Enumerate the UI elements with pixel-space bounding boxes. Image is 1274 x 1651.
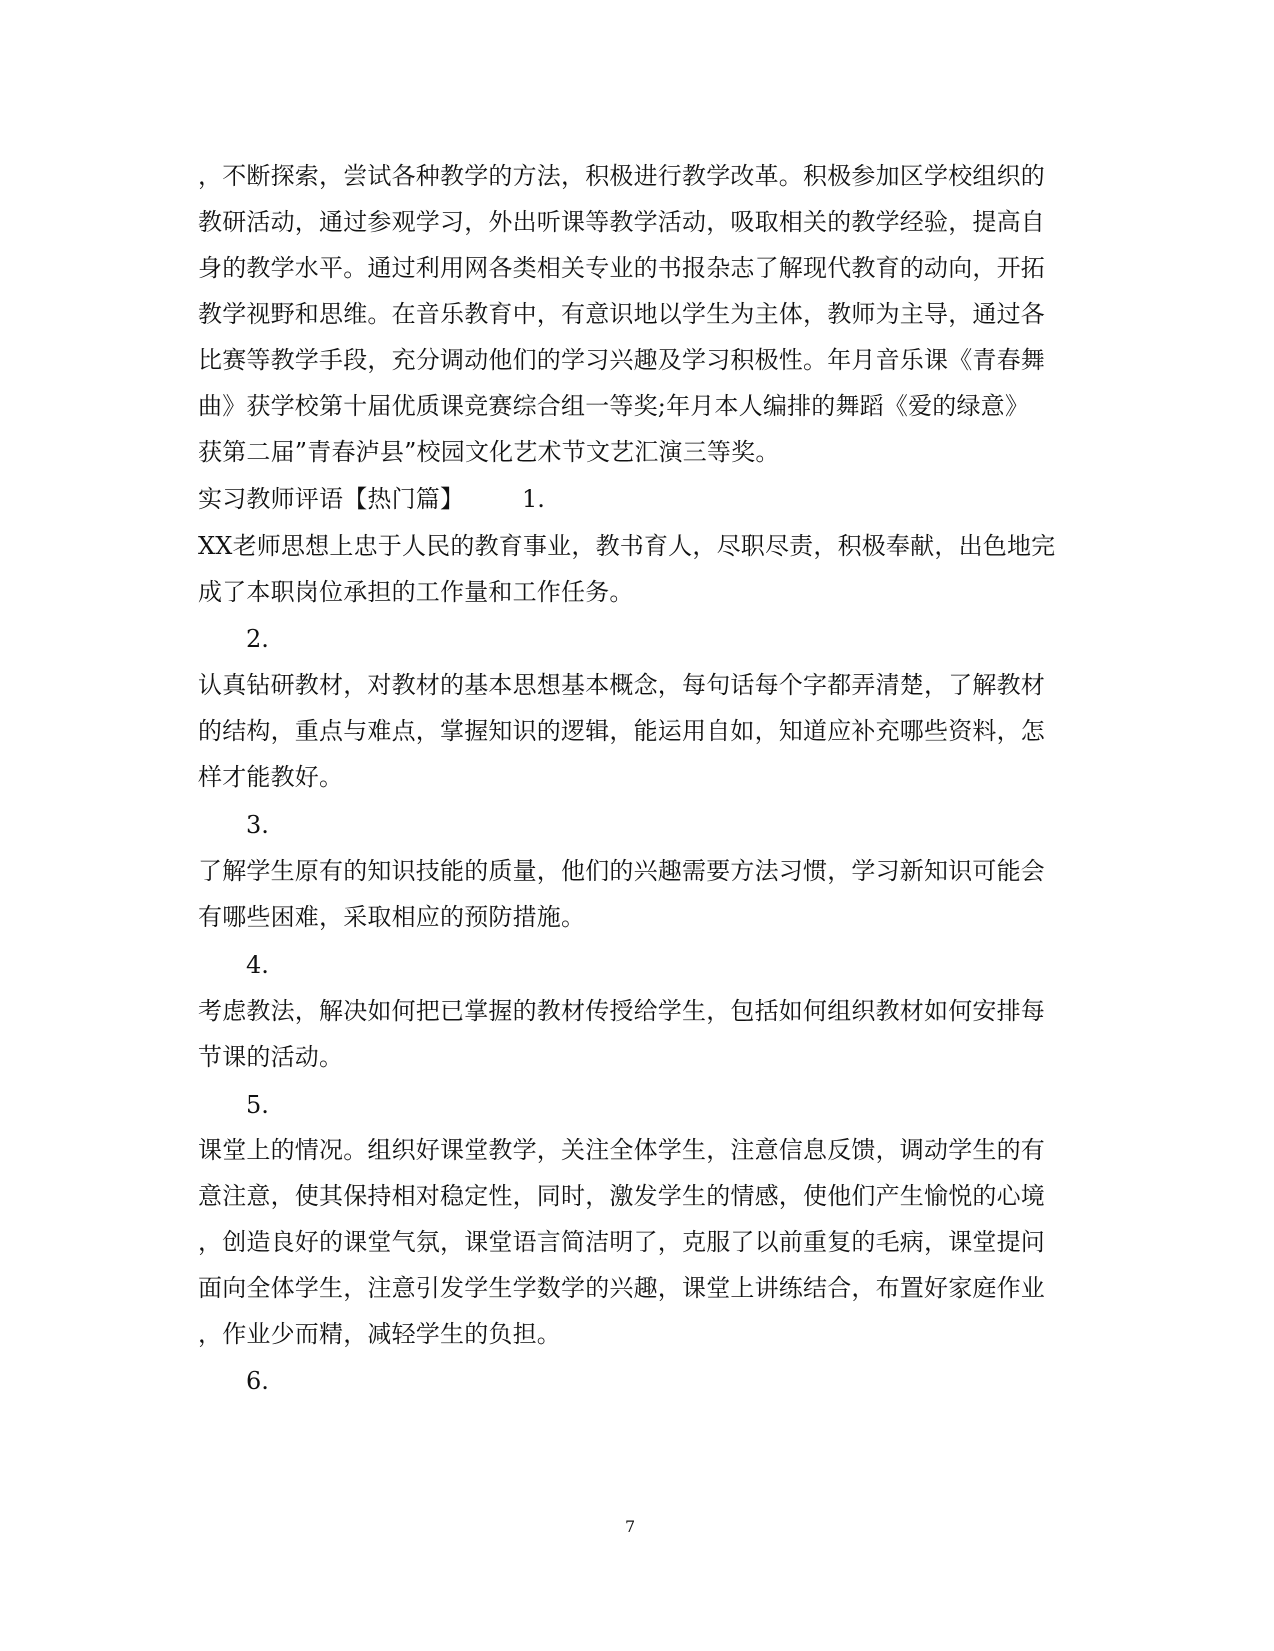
item-line: 课堂上的情况。组织好课堂教学，关注全体学生，注意信息反馈，调动学生的有 xyxy=(198,1136,1045,1164)
item-line: ，创造良好的课堂气氛，课堂语言简洁明了，克服了以前重复的毛病，课堂提问 xyxy=(198,1228,1045,1256)
paragraph-line: 比赛等教学手段，充分调动他们的学习兴趣及学习积极性。年月音乐课《青春舞 xyxy=(198,346,1045,374)
item-number: 3. xyxy=(246,811,269,839)
item-number: 4. xyxy=(246,951,269,979)
item-line: 面向全体学生，注意引发学生学数学的兴趣，课堂上讲练结合，布置好家庭作业 xyxy=(198,1274,1045,1302)
item-number: 1. xyxy=(522,485,545,513)
item-line: 了解学生原有的知识技能的质量，他们的兴趣需要方法习惯，学习新知识可能会 xyxy=(198,857,1045,885)
paragraph-line: 教研活动，通过参观学习，外出听课等教学活动，吸取相关的教学经验，提高自 xyxy=(198,208,1045,236)
item-line: XX老师思想上忠于人民的教育事业，教书育人，尽职尽责，积极奉献，出色地完 xyxy=(198,532,1056,560)
paragraph-line: 曲》获学校第十届优质课竞赛综合组一等奖;年月本人编排的舞蹈《爱的绿意》 xyxy=(198,392,1030,420)
item-line: 成了本职岗位承担的工作量和工作任务。 xyxy=(198,578,634,606)
item-number: 6. xyxy=(246,1367,269,1395)
paragraph-line: 获第二届”青春泸县”校园文化艺术节文艺汇演三等奖。 xyxy=(198,438,780,466)
paragraph-line: 教学视野和思维。在音乐教育中，有意识地以学生为主体，教师为主导，通过各 xyxy=(198,300,1045,328)
item-line: 有哪些困难，采取相应的预防措施。 xyxy=(198,903,586,931)
item-line: 样才能教好。 xyxy=(198,763,344,791)
item-line: 的结构，重点与难点，掌握知识的逻辑，能运用自如，知道应补充哪些资料，怎 xyxy=(198,717,1045,745)
page-number: 7 xyxy=(625,1517,636,1536)
item-line: 意注意，使其保持相对稳定性，同时，激发学生的情感，使他们产生愉悦的心境 xyxy=(198,1182,1045,1210)
paragraph-line: 身的教学水平。通过利用网各类相关专业的书报杂志了解现代教育的动向，开拓 xyxy=(198,254,1045,282)
item-line: 节课的活动。 xyxy=(198,1043,344,1071)
paragraph-line: ，不断探索，尝试各种教学的方法，积极进行教学改革。积极参加区学校组织的 xyxy=(198,162,1045,190)
item-line: 考虑教法，解决如何把已掌握的教材传授给学生，包括如何组织教材如何安排每 xyxy=(198,997,1045,1025)
item-line: 认真钻研教材，对教材的基本思想基本概念，每句话每个字都弄清楚，了解教材 xyxy=(198,671,1045,699)
item-number: 2. xyxy=(246,625,269,653)
item-number: 5. xyxy=(246,1091,269,1119)
item-line: ，作业少而精，减轻学生的负担。 xyxy=(198,1320,561,1348)
section-heading: 实习教师评语【热门篇】 xyxy=(198,485,465,513)
